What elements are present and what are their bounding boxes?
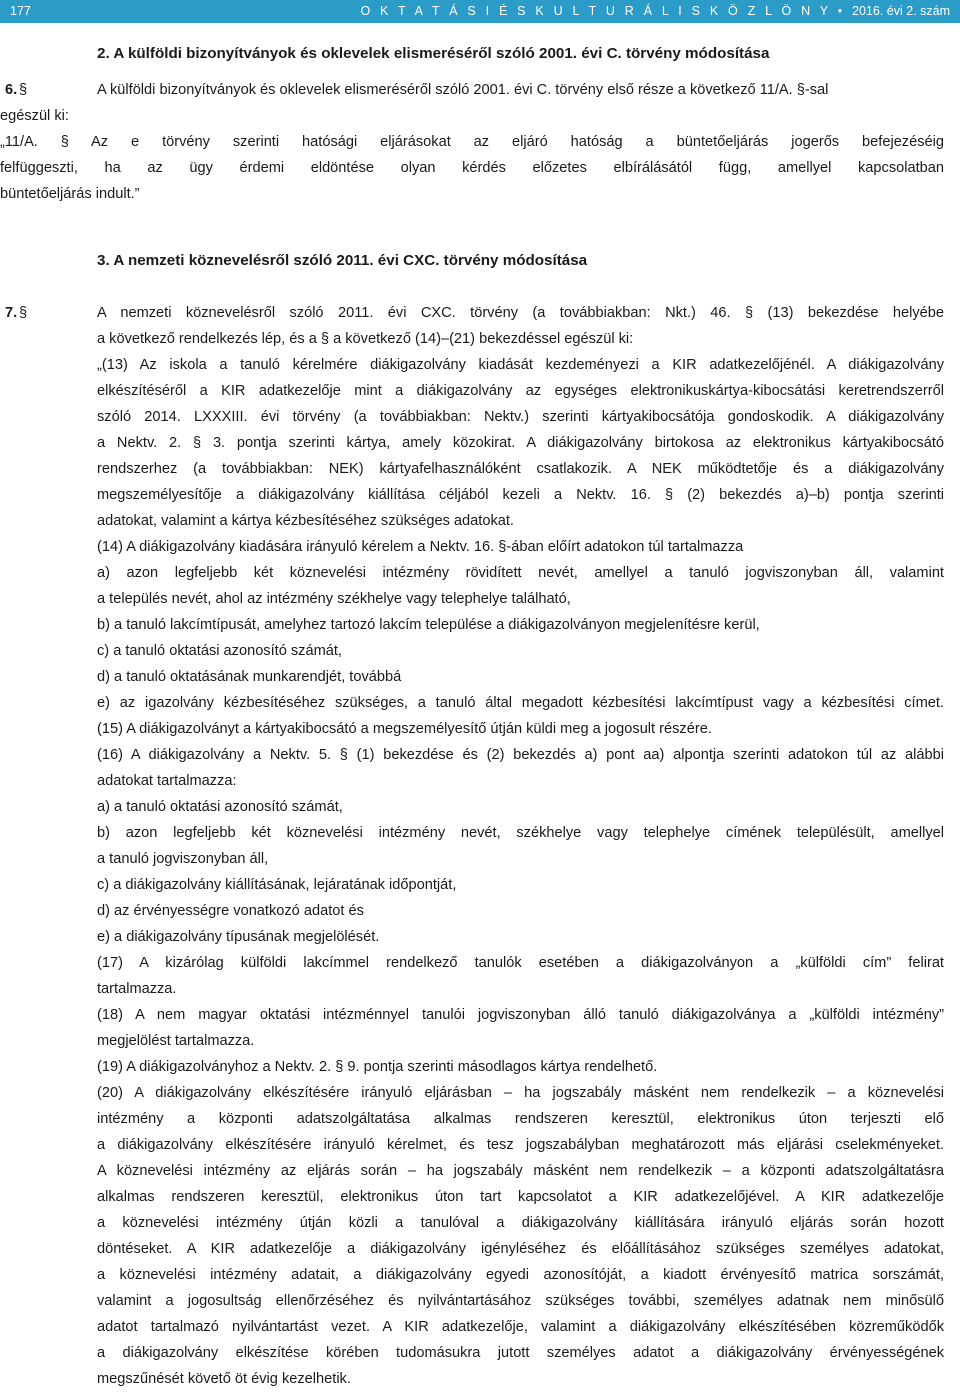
text-line: rendszerhez (a továbbiakban: NEK) kártyafelhasználóként csatlakozik. A NEK működtetője és a diákigazolvány [97, 461, 944, 477]
text-line: egészül ki: [0, 108, 69, 124]
text-line: b) a tanuló lakcímtípusát, amelyhez tartozó lakcím települése a diákigazolványon megjelenítésre kerül, [97, 617, 760, 633]
text-line: elkészítéséről a KIR adatkezelője mint a diákigazolvány az egységes elektronikuskártya-kibocsátási keretrendszerről [97, 383, 944, 399]
text-line: intézmény a központi adatszolgáltatása alkalmas rendszeren keresztül, elektronikus úton terjeszti elő [97, 1111, 944, 1127]
section3-heading: 3. A nemzeti köznevelésről szóló 2011. évi CXC. törvény módosítása [97, 252, 588, 269]
text-line: (17) A kizárólag külföldi lakcímmel rendelkező tanulók esetében a diákigazolványon a „külföldi cím” felirat [97, 955, 944, 971]
text-line: c) a tanuló oktatási azonosító számát, [97, 643, 342, 659]
journal-title [360, 4, 950, 18]
text-line: valamint a jogosultság ellenőrzéséhez és nyilvántartásához szükséges további, személyes adatnak nem minősülő [97, 1293, 944, 1309]
section3-item-sign: § [19, 305, 28, 321]
text-line: a tanuló jogviszonyban áll, [97, 851, 269, 867]
text-line: a köznevelési intézmény útján közli a tanulóval a diákigazolvány kiállítására irányuló eljárás során hozott [97, 1215, 944, 1231]
text-line: felfüggeszti, ha az ügy érdemi eldöntése olyan kérdés előzetes elbírálásától függ, amellyel kapcsolatban [0, 160, 944, 176]
text-line: megjelölést tartalmazza. [97, 1033, 255, 1049]
text-line: (15) A diákigazolványt a kártyakibocsátó a megszemélyesítő útján küldi meg a jogosult részére. [97, 721, 712, 737]
text-line: A külföldi bizonyítványok és oklevelek elismeréséről szóló 2001. évi C. törvény első része a következő 11/A. §-sal [97, 82, 829, 98]
journal-issue: 2016. évi 2. szám [852, 4, 950, 18]
text-line: a köznevelési intézmény adatait, a diákigazolvány egyedi azonosítóját, a kiadott érvényesítő matrica sorszámát, [97, 1267, 944, 1283]
text-line: a település nevét, ahol az intézmény székhelye vagy telephelye található, [97, 591, 571, 607]
text-line: A köznevelési intézmény az eljárás során – ha jogszabály másként nem rendelkezik – a központi adatszolgáltatásra [97, 1163, 944, 1179]
text-line: megszemélyesítője a diákigazolvány kiállítása céljából kezeli a Nektv. 16. § (2) bekezdés a)–b) pontja szerinti [97, 487, 944, 503]
text-line: döntéseket. A KIR adatkezelője a diákigazolvány igényléséhez és előállításához szükséges személyes adatokat, [97, 1241, 944, 1257]
text-line: „11/A. § Az e törvény szerinti hatósági eljárásokat az eljáró hatóság a büntetőeljárás jogerős befejezéséig [0, 134, 944, 150]
text-line: A nemzeti köznevelésről szóló 2011. évi CXC. törvény (a továbbiakban: Nkt.) 46. § (13) bekezdése helyébe [97, 305, 944, 321]
text-line: b) azon legfeljebb két köznevelési intézmény nevét, székhelye vagy telephelye címének településült, amellyel [97, 825, 944, 841]
text-line: a Nektv. 2. § 3. pontja szerinti kártya, amely közokirat. A diákigazolvány birtokosa az elektronikus kártyakibocsátó [97, 435, 944, 451]
text-line: a) azon legfeljebb két köznevelési intézmény rövidített nevét, amellyel a tanuló jogviszonyban áll, valamint [97, 565, 944, 581]
text-line: alkalmas rendszeren keresztül, elektronikus úton tart kapcsolatot a KIR adatkezelőjével. A KIR adatkezelője [97, 1189, 944, 1205]
section2-item-sign: § [19, 82, 28, 98]
text-line: a következő rendelkezés lép, és a § a következő (14)–(21) bekezdéssel egészül ki: [97, 331, 634, 347]
text-line: c) a diákigazolvány kiállításának, lejáratának időpontját, [97, 877, 457, 893]
text-line: d) az érvényességre vonatkozó adatot és [97, 903, 364, 919]
text-line: büntetőeljárás indult.” [0, 186, 140, 202]
text-line: a diákigazolvány elkészítésére irányuló kérelmet, és tesz jogszabályban meghatározott más eljárási cselekményeket. [97, 1137, 944, 1153]
text-line: (19) A diákigazolványhoz a Nektv. 2. § 9. pontja szerinti másodlagos kártya rendelhető. [97, 1059, 658, 1075]
text-line: (20) A diákigazolvány elkészítésére irányuló eljárásban – ha jogszabály másként nem rendelkezik – a köznevelési [97, 1085, 944, 1101]
text-line: a) a tanuló oktatási azonosító számát, [97, 799, 343, 815]
text-line: d) a tanuló oktatásának munkarendjét, továbbá [97, 669, 402, 685]
text-line: (16) A diákigazolvány a Nektv. 5. § (1) bekezdése és (2) bekezdés a) pont aa) alpontja szerinti adatokon túl az alábbi [97, 747, 944, 763]
journal-header [0, 0, 960, 23]
journal-name: O K T A T Á S I É S K U L T U R Á L I S K Ö Z L Ö N Y • [360, 4, 846, 18]
section2-item-number: 6. [5, 82, 18, 98]
text-line: adatokat, valamint a kártya kézbesítéséhez szükséges adatokat. [97, 513, 514, 529]
text-line: adatot tartalmazó nyilvántartást vezet. A KIR adatkezelője, valamint a diákigazolvány elkészítésében közreműködők [97, 1319, 944, 1335]
text-line: a diákigazolvány elkészítése körében tudomásukra jutott személyes adatot a diákigazolvány érvényességének [97, 1345, 944, 1361]
page-number: 177 [10, 4, 31, 18]
text-line: adatokat tartalmazza: [97, 773, 237, 789]
section3-item-number: 7. [5, 305, 18, 321]
text-line: tartalmazza. [97, 981, 177, 997]
text-line: szóló 2014. LXXXIII. évi törvény (a továbbiakban: Nektv.) szerinti kártyakibocsátója gondoskodik. A diákigazolvány [97, 409, 944, 425]
text-line: „(13) Az iskola a tanuló kérelmére diákigazolvány kiadását kezdeményezi a KIR adatkezelőjénél. A diákigazolvány [97, 357, 944, 373]
text-line: (14) A diákigazolvány kiadására irányuló kérelem a Nektv. 16. §-ában előírt adatokon túl tartalmazza [97, 539, 744, 555]
text-line: (18) A nem magyar oktatási intézménnyel tanulói jogviszonyban álló tanuló diákigazolványa a „külföldi intézmény” [97, 1007, 944, 1023]
text-line: megszűnését követő öt évig kezelhetik. [97, 1371, 351, 1387]
text-line: e) a diákigazolvány típusának megjelölését. [97, 929, 380, 945]
text-line: e) az igazolvány kézbesítéséhez szükséges, a tanuló által megadott kézbesítési lakcímtípust vagy a kézbesítési címet. [97, 695, 944, 711]
section2-heading: 2. A külföldi bizonyítványok és oklevelek elismeréséről szóló 2001. évi C. törvény módosítása [97, 45, 770, 62]
